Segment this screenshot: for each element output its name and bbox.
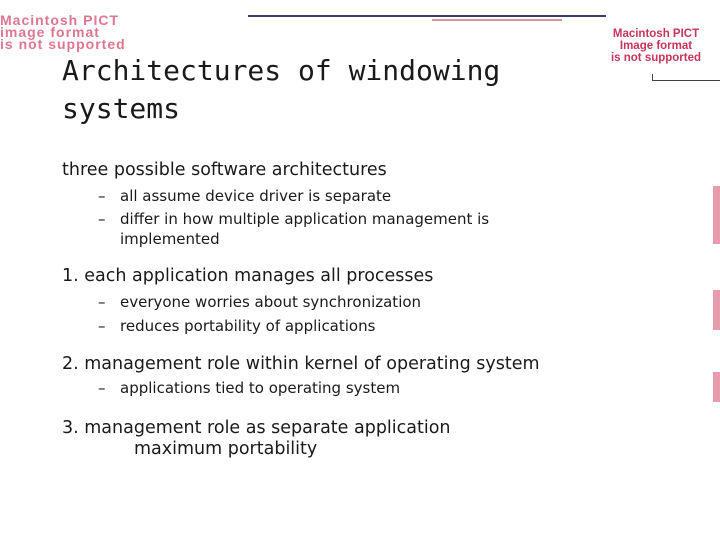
bullet-item (98, 209, 489, 229)
point-3: 3. management role as separate application (62, 418, 451, 438)
dash-marker: – (98, 187, 106, 205)
bullet-text: everyone worries about synchronization (120, 293, 422, 311)
bullet-text: differ in how multiple application management is (120, 210, 490, 228)
edge-decoration (713, 186, 720, 244)
bullet-item (98, 316, 375, 336)
bullet-item (98, 378, 400, 398)
placeholder-line: is not supported (0, 36, 126, 52)
bullet-item (98, 186, 391, 206)
slide-title (62, 52, 582, 128)
placeholder-line: Macintosh PICT (612, 28, 700, 40)
bullet-continuation: implemented (120, 230, 220, 248)
bullet-item (98, 292, 421, 312)
point-3-sub: maximum portability (134, 439, 318, 459)
bullet-text: reduces portability of applications (120, 317, 376, 335)
edge-decoration (713, 372, 720, 402)
placeholder-frame-rule (652, 80, 720, 81)
title-line: Architectures of windowing (62, 54, 501, 87)
dash-marker: – (98, 210, 106, 228)
placeholder-line: Macintosh PICT (0, 12, 120, 28)
edge-decoration (713, 290, 720, 330)
dash-marker: – (98, 293, 106, 311)
placeholder-line: is not supported (610, 52, 702, 64)
point-2: 2. management role within kernel of operating system (62, 354, 540, 374)
intro-text: three possible software architectures (62, 160, 387, 180)
title-line: systems (62, 92, 181, 125)
dash-marker: – (98, 379, 106, 397)
point-1: 1. each application manages all processes (62, 266, 434, 286)
bullet-text: applications tied to operating system (120, 379, 401, 397)
bullet-text: all assume device driver is separate (120, 187, 392, 205)
dash-marker: – (98, 317, 106, 335)
header-rule (248, 15, 606, 17)
unsupported-image-placeholder-left (0, 12, 250, 52)
placeholder-line: image format (0, 24, 100, 40)
header-rule-accent (432, 19, 562, 21)
placeholder-line: Image format (619, 40, 693, 52)
unsupported-image-placeholder-right (592, 28, 720, 64)
